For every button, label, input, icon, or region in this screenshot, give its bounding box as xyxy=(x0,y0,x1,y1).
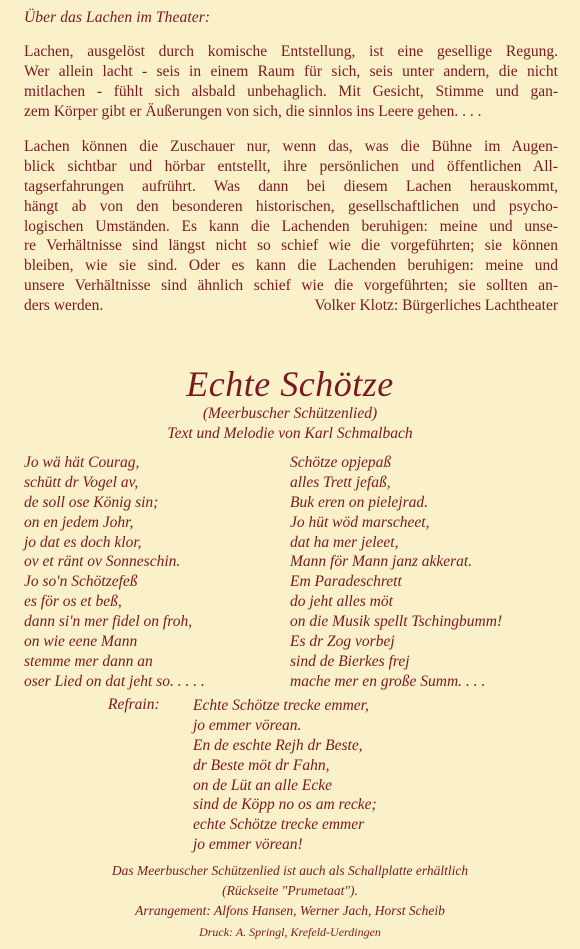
reverse-note: (Rückseite "Prumetaat"). xyxy=(222,883,358,898)
refrain-line: dr Beste möt dr Fahn, xyxy=(193,756,330,774)
verse-line: Jo wä hät Courag, xyxy=(24,454,140,471)
verse-line: Es dr Zog vorbej xyxy=(290,633,395,651)
verse-line: Jo hüt wöd marscheet, xyxy=(290,513,430,531)
verse-line: on die Musik spellt Tschingbumm! xyxy=(290,613,503,631)
paragraph-line-end: ders werden. xyxy=(24,297,104,315)
verse-line: Buk eren on pielejrad. xyxy=(290,493,429,511)
song-title: Echte Schötze xyxy=(186,364,394,404)
verse-line: Mann för Mann janz akkerat. xyxy=(290,553,473,571)
refrain-line: sind de Köpp no os am recke; xyxy=(193,796,377,814)
paragraph-line: tagserfahrungen aufrührt. Was dann bei diesem Lachen herauskommt, xyxy=(24,177,558,195)
refrain-line: Echte Schötze trecke emmer, xyxy=(193,697,369,714)
refrain-line: on de Lüt an alle Ecke xyxy=(193,776,333,794)
refrain-line: En de eschte Rejh dr Beste, xyxy=(193,736,363,754)
paragraph-line: logischen Umständen. Es kann die Lachenden beruhigen: meine und unse- xyxy=(24,217,558,235)
quote-paragraph-1 xyxy=(24,42,558,122)
verse-line: es för os et beß, xyxy=(24,593,122,611)
paragraph-line: bleiben, wie sie sind. Oder es kann die Lachenden beruhigen: meine und xyxy=(24,257,558,275)
paragraph-line: Lachen, ausgelöst durch komische Entstellung, ist eine gesellige Regung. xyxy=(24,43,558,60)
paragraph-line: zem Körper gibt er Äußerungen von sich, die sinnlos ins Leere gehen. . . . xyxy=(24,102,482,120)
section-heading: Über das Lachen im Theater: xyxy=(24,9,211,26)
verse-line: dat ha mer jeleet, xyxy=(290,533,399,551)
print-note: Druck: A. Springl, Krefeld-Uerdingen xyxy=(199,925,381,939)
refrain-label: Refrain: xyxy=(108,696,160,713)
verse-line: on wie eene Mann xyxy=(24,633,138,651)
paragraph-line: Lachen können die Zuschauer nur, wenn das, was die Bühne im Augen- xyxy=(24,138,558,155)
verse-line: oser Lied on dat jeht so. . . . . xyxy=(24,672,205,690)
verse-line: stemme mer dann an xyxy=(24,652,153,670)
verse-line: on en jedem Johr, xyxy=(24,513,134,531)
verse-line: schütt dr Vogel av, xyxy=(24,473,139,491)
paragraph-line: re Verhältnisse sind längst nicht so schief wie die vorgeführten; sie können xyxy=(24,237,558,255)
paragraph-line: unsere Verhältnisse sind ähnlich schief wie die vorgeführten; sie sollten an- xyxy=(24,277,558,295)
paragraph-line: hängt ab von den besonderen historischen, gesellschaftlichen und psycho- xyxy=(24,197,558,215)
verse-line: Schötze opjepaß xyxy=(290,454,392,471)
paragraph-line: mitlachen - fühlt sich alsbald unbehaglich. Mit Gesicht, Stimme und gan- xyxy=(24,82,558,100)
refrain xyxy=(193,696,377,855)
refrain-line: jo emmer vörean. xyxy=(193,716,302,734)
refrain-line: jo emmer vörean! xyxy=(193,836,303,854)
record-note: Das Meerbuscher Schützenlied ist auch als Schallplatte erhältlich xyxy=(111,863,469,878)
song-credit: Text und Melodie von Karl Schmalbach xyxy=(167,425,413,442)
arrangement-note: Arrangement: Alfons Hansen, Werner Jach, Horst Scheib xyxy=(135,903,445,918)
song-subtitle: (Meerbuscher Schützenlied) xyxy=(202,405,378,422)
verse-line: mache mer en große Summ. . . . xyxy=(290,672,486,690)
paragraph-last-line xyxy=(24,296,558,316)
paragraph-line: Wer allein lacht - seis in einem Raum für sich, seis unter andern, die nicht xyxy=(24,62,558,80)
verse-line: do jeht alles möt xyxy=(290,593,393,611)
refrain-line: echte Schötze trecke emmer xyxy=(193,816,365,834)
verse-line: jo dat es doch klor, xyxy=(24,533,142,551)
verse-left xyxy=(24,453,205,692)
verse-line: Jo so'n Schötzefeß xyxy=(24,573,138,591)
verse-right xyxy=(290,453,502,692)
citation: Volker Klotz: Bürgerliches Lachtheater xyxy=(314,297,558,315)
quote-paragraph-2 xyxy=(24,137,558,316)
verse-line: sind de Bierkes frej xyxy=(290,652,410,670)
paragraph-line: blick sichtbar und hörbar entstellt, ihre persönlichen und öffentlichen All- xyxy=(24,157,558,175)
verse-line: dann si'n mer fidel on froh, xyxy=(24,613,193,631)
verse-line: Em Paradeschrett xyxy=(290,573,402,591)
verse-line: alles Trett jefaß, xyxy=(290,473,391,491)
verse-line: ov et ränt ov Sonneschin. xyxy=(24,553,181,571)
verse-line: de soll ose König sin; xyxy=(24,493,159,511)
